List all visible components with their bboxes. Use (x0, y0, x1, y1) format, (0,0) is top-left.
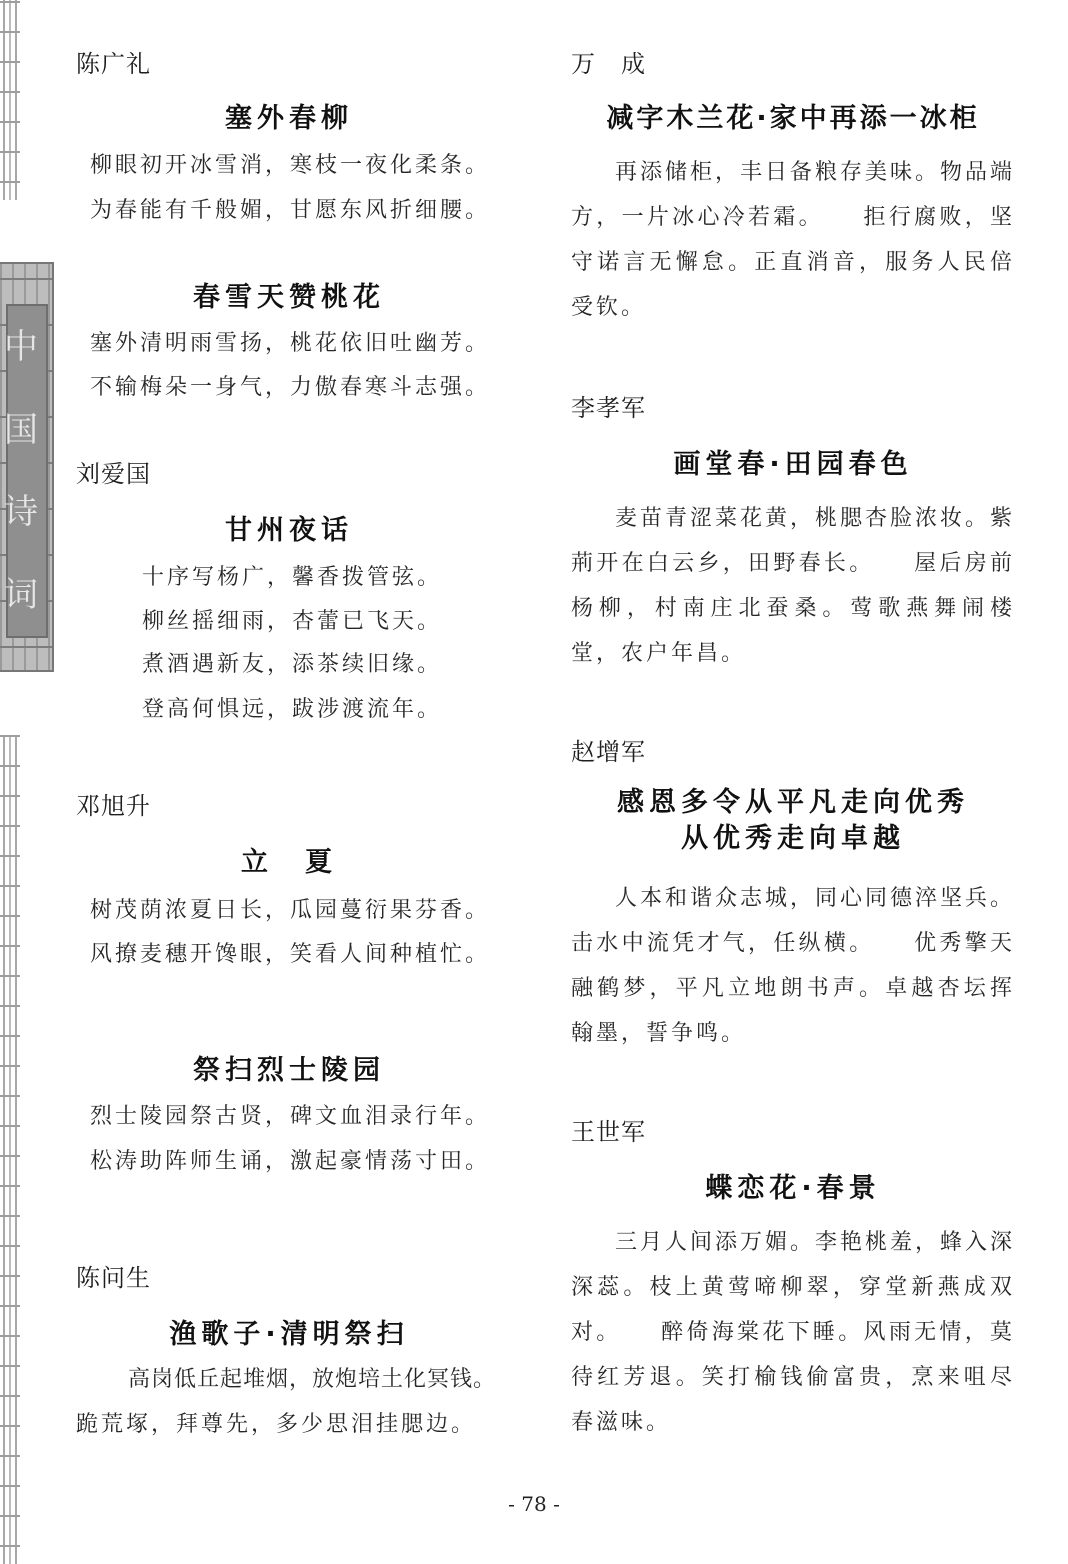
poem-title: 祭扫烈士陵园 (193, 1055, 385, 1086)
poem-text: 三月人间添万媚。李艳桃羞，蜂入深深蕊。枝上黄莺啼柳翠，穿堂新燕成双对。 醉倚海棠花下睡。风雨无情，莫待红芳退。笑打榆钱偷富贵，烹来咀尽春滋味。 (571, 1230, 1016, 1435)
author-name: 陈广礼 (76, 50, 151, 78)
poem-line: 柳丝摇细雨，杏蕾已飞天。 (142, 609, 443, 634)
poem-title: 塞外春柳 (225, 103, 353, 134)
poem-line: 煮酒遇新友，添茶续旧缘。 (142, 652, 443, 677)
right-column (571, 0, 1015, 1500)
author-name: 万 成 (571, 50, 646, 78)
poem-line: 树茂荫浓夏日长，瓜园蔓衍果芬香。 (90, 898, 491, 923)
author-name: 陈问生 (76, 1264, 151, 1292)
poem-title: 春雪天赞桃花 (193, 282, 385, 313)
left-column (76, 0, 502, 1500)
poem-line: 十序写杨广，馨香拨管弦。 (142, 565, 443, 590)
badge-glyph: 词 (4, 574, 38, 615)
poem-text: 麦苗青涩菜花黄，桃腮杏脸浓妆。紫荊开在白云乡，田野春长。 屋后房前杨柳，村南庄北蚕桑。莺歌燕舞闹楼堂，农户年昌。 (571, 506, 1016, 666)
badge-glyph: 诗 (4, 492, 38, 533)
poem-line: 烈士陵园祭古贤，碑文血泪录行年。 (90, 1104, 491, 1129)
poem-line: 风撩麦穗开馋眼，笑看人间种植忙。 (90, 942, 491, 967)
badge-glyph: 国 (4, 409, 38, 450)
author-name: 赵增军 (571, 738, 646, 766)
author-name: 邓旭升 (76, 792, 151, 820)
poem-title: 渔歌子·清明祭扫 (169, 1319, 409, 1350)
poem-title: 画堂春·田园春色 (673, 449, 913, 480)
author-name: 刘爱国 (76, 460, 151, 488)
badge-glyph: 中 (4, 327, 38, 368)
poem-title: 立 夏 (241, 847, 337, 878)
poem-line: 高岗低丘起堆烟，放炮培土化冥钱。 (128, 1367, 497, 1392)
poem-line: 塞外清明雨雪扬，桃花依旧吐幽芳。 (90, 331, 491, 356)
poem-title: 感恩多令从平凡走向优秀 从优秀走向卓越 (617, 787, 1001, 854)
margin-lattice-bottom (0, 735, 20, 1564)
poem-title: 甘州夜话 (225, 515, 353, 546)
page-number: - 78 - (508, 1492, 560, 1516)
poem-line: 不输梅朵一身气，力傲春寒斗志强。 (90, 375, 491, 400)
author-name: 王世军 (571, 1118, 646, 1146)
poem-text: 人本和谐众志城，同心同德淬坚兵。击水中流凭才气，任纵横。 优秀擎天融鹤梦，平凡立地朗书声。卓越杏坛挥翰墨，誓争鸣。 (571, 886, 1016, 1046)
poem-line: 为春能有千般媚，甘愿东风折细腰。 (90, 198, 491, 223)
poem-title: 蝶恋花·春景 (705, 1173, 881, 1204)
poem-line: 登高何惧远，跋涉渡流年。 (142, 697, 443, 722)
poem-text: 再添储柜，丰日备粮存美味。物品端方，一片冰心冷若霜。 拒行腐败，坚守诺言无懈怠。正直消音，服务人民倍受钦。 (571, 160, 1016, 320)
margin-lattice-top (0, 0, 20, 200)
poem-line: 柳眼初开冰雪消，寒枝一夜化柔条。 (90, 153, 491, 178)
poem-line: 松涛助阵师生诵，激起豪情荡寸田。 (90, 1149, 491, 1174)
author-name: 李孝军 (571, 394, 646, 422)
poem-title: 减字木兰花·家中再添一冰柜 (606, 103, 980, 134)
side-badge (0, 262, 54, 672)
poem-line: 跪荒塚，拜尊先，多少思泪挂腮边。 (76, 1412, 477, 1437)
badge-panel (6, 304, 48, 638)
